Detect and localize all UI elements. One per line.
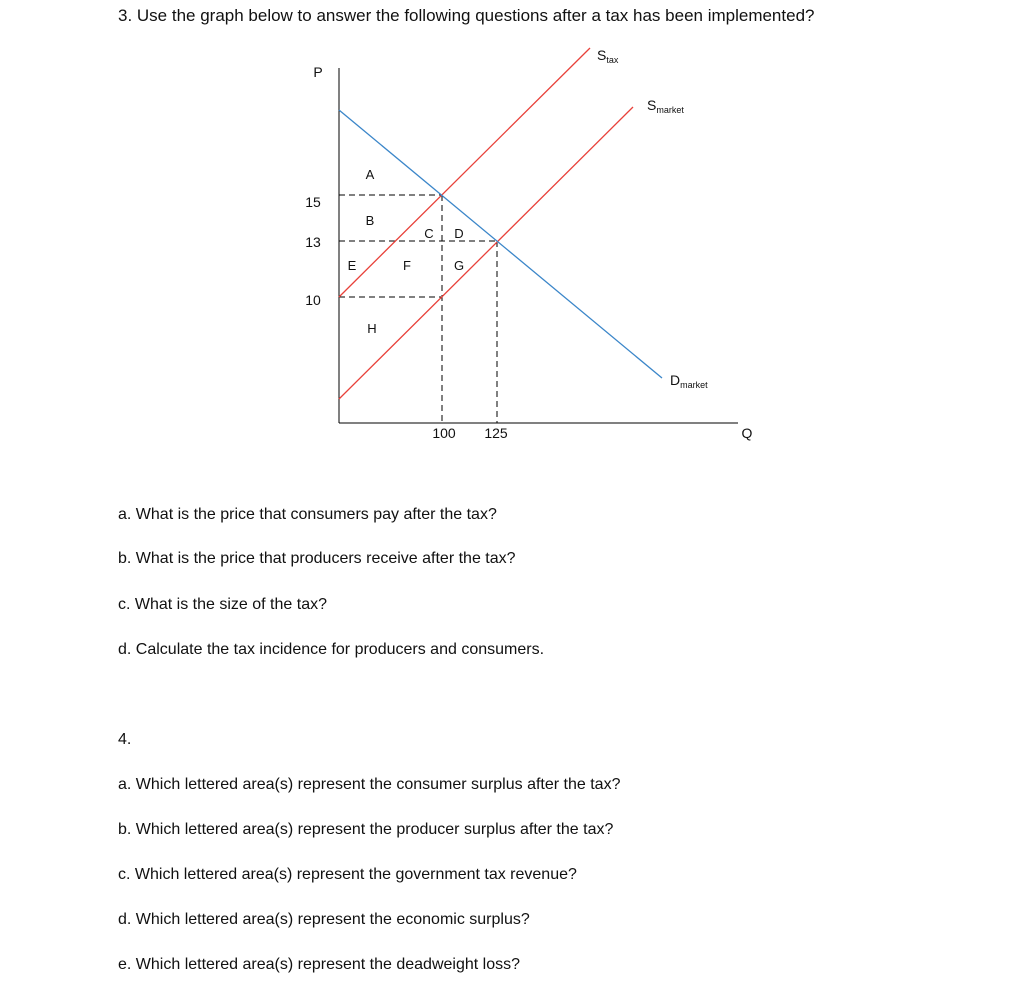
price-tick-13: 13 <box>305 234 321 250</box>
area-label-g: G <box>453 258 465 273</box>
area-label-c: C <box>424 226 434 241</box>
question-4c: c. Which lettered area(s) represent the government tax revenue? <box>118 866 577 883</box>
s-tax-curve <box>339 48 590 297</box>
price-tick-10: 10 <box>305 292 321 308</box>
price-axis-label: P <box>313 64 323 80</box>
area-label-a: A <box>365 167 375 182</box>
s-market-label: $S_{market}$ <box>647 97 684 115</box>
question-4a: a. Which lettered area(s) represent the consumer surplus after the tax? <box>118 776 621 793</box>
question-4-number: 4. <box>118 731 132 748</box>
qty-tick-125: 125 <box>484 425 508 441</box>
question-4e: e. Which lettered area(s) represent the deadweight loss? <box>118 956 520 973</box>
area-label-b: B <box>365 213 375 228</box>
area-label-f: F <box>403 258 411 273</box>
question-4d: d. Which lettered area(s) represent the economic surplus? <box>118 911 530 928</box>
question-3c: c. What is the size of the tax? <box>118 596 327 613</box>
question-3a: a. What is the price that consumers pay after the tax? <box>118 506 497 523</box>
tax-graph <box>0 0 1024 470</box>
qty-tick-100: 100 <box>432 425 456 441</box>
question-4b: b. Which lettered area(s) represent the producer surplus after the tax? <box>118 821 614 838</box>
question-3b: b. What is the price that producers receive after the tax? <box>118 550 516 567</box>
area-label-h: H <box>367 321 377 336</box>
quantity-axis-label: Q <box>741 425 753 441</box>
area-label-e: E <box>347 258 357 273</box>
d-market-curve <box>339 110 662 378</box>
s-tax-label: $S_{tax}$ <box>597 47 619 65</box>
question-3-title: 3. Use the graph below to answer the following questions after a tax has been implemented? <box>118 6 815 25</box>
price-tick-15: 15 <box>305 194 321 210</box>
question-3d: d. Calculate the tax incidence for producers and consumers. <box>118 641 545 658</box>
d-market-label: $D_{market}$ <box>670 372 708 390</box>
area-label-d: D <box>454 226 464 241</box>
